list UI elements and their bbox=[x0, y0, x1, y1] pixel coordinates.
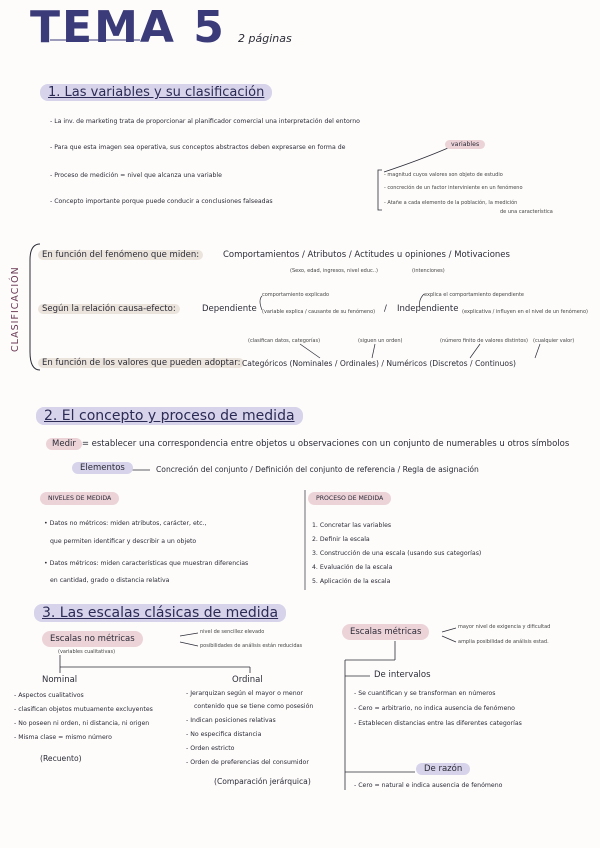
proceso-item-1: 1. Concretar las variables bbox=[312, 522, 392, 529]
metricas-note-1: mayor nivel de exigencia y dificultad bbox=[458, 624, 551, 630]
row3-note-3: (número finito de valores distintos) bbox=[440, 338, 528, 344]
niveles-item-4: en cantidad, grado o distancia relativa bbox=[50, 577, 170, 584]
section-1-heading: 1. Las variables y su clasificación bbox=[40, 84, 272, 101]
row2-note-dep-bottom: (variable explica / causante de su fenómeno) bbox=[262, 309, 376, 315]
clasificacion-side-label: CLASIFICACIÓN bbox=[10, 266, 21, 352]
niveles-item-3: • Datos métricos: miden características que muestran diferencias bbox=[44, 560, 249, 567]
sec1-bullet-4: - Concepto importante porque puede conducir a conclusiones falseadas bbox=[50, 198, 273, 205]
ordinal-item-1: - Jerarquizan según el mayor o menor bbox=[186, 690, 303, 697]
side-note-2: - concreción de un factor interviniente en un fenómeno bbox=[384, 185, 523, 191]
intervalos-item-3: - Establecen distancias entre las diferentes categorías bbox=[354, 720, 522, 727]
page-count: 2 páginas bbox=[238, 32, 292, 45]
row3-note-4: (cualquier valor) bbox=[533, 338, 575, 344]
ordinal-item-5: - Orden estricto bbox=[186, 745, 235, 752]
intervalos-title: De intervalos bbox=[374, 670, 431, 680]
variables-highlight: variables bbox=[445, 140, 485, 149]
niveles-item-1: • Datos no métricos: miden atributos, carácter, etc., bbox=[44, 520, 207, 527]
side-note-3: - Atañe a cada elemento de la población, la medición bbox=[384, 200, 518, 206]
row1-items: Comportamientos / Atributos / Actitudes u opiniones / Motivaciones bbox=[223, 250, 510, 260]
proceso-item-4: 4. Evaluación de la escala bbox=[312, 564, 393, 571]
ordinal-item-2: contenido que se tiene como posesión bbox=[194, 703, 314, 710]
ordinal-title: Ordinal bbox=[232, 675, 263, 685]
proceso-item-5: 5. Aplicación de la escala bbox=[312, 578, 391, 585]
row3-note-2: (siguen un orden) bbox=[358, 338, 403, 344]
niveles-item-2: que permiten identificar y describir a un objeto bbox=[50, 538, 197, 545]
medir-text: = establecer una correspondencia entre objetos u observaciones con un conjunto de numerables u otros símbolos bbox=[81, 439, 570, 449]
elementos-text: Concreción del conjunto / Definición del conjunto de referencia / Regla de asignación bbox=[156, 465, 479, 474]
razon-item-1: - Cero = natural e indica ausencia de fenómeno bbox=[354, 782, 503, 789]
side-note-1: - magnitud cuyos valores son objeto de estudio bbox=[384, 172, 503, 178]
razon-title: De razón bbox=[416, 763, 470, 775]
intervalos-item-1: - Se cuantifican y se transforman en números bbox=[354, 690, 496, 697]
row3-label: En función de los valores que pueden adoptar: bbox=[38, 358, 244, 368]
row1-note-1: (Sexo, edad, ingresos, nivel educ..) bbox=[290, 268, 378, 274]
no-metricas-note-1: nivel de sencillez elevado bbox=[200, 629, 265, 635]
metricas-title: Escalas métricas bbox=[342, 624, 429, 640]
proceso-item-2: 2. Definir la escala bbox=[312, 536, 370, 543]
nominal-item-4: - Misma clase = mismo número bbox=[14, 734, 112, 741]
medir-line bbox=[46, 439, 569, 449]
row2-note-indep-top: explica el comportamiento dependiente bbox=[424, 292, 524, 298]
metricas-note-2: amplia posibilidad de análisis estad. bbox=[458, 639, 549, 645]
niveles-title: NIVELES DE MEDIDA bbox=[40, 492, 119, 505]
nominal-item-1: - Aspectos cualitativos bbox=[14, 692, 84, 699]
no-metricas-note-2: posibilidades de análisis están reducidas bbox=[200, 643, 303, 649]
row2-separator: / bbox=[384, 304, 387, 314]
nominal-example: (Recuento) bbox=[40, 754, 82, 763]
row1-note-2: (intenciones) bbox=[412, 268, 445, 274]
row2-note-dep-top: comportamiento explicado bbox=[262, 292, 330, 298]
row3-note-1: (clasifican datos, categorías) bbox=[248, 338, 321, 344]
ordinal-item-3: - Indican posiciones relativas bbox=[186, 717, 276, 724]
proceso-item-3: 3. Construcción de una escala (usando sus categorías) bbox=[312, 550, 482, 557]
row2-dependiente: Dependiente bbox=[202, 304, 257, 314]
side-note-4: de una característica bbox=[500, 209, 553, 215]
sec1-bullet-3: - Proceso de medición = nivel que alcanza una variable bbox=[50, 172, 222, 179]
intervalos-item-2: - Cero = arbitrario, no indica ausencia de fenómeno bbox=[354, 705, 515, 712]
row2-items bbox=[202, 304, 257, 314]
row3-items: Categóricos (Nominales / Ordinales) / Numéricos (Discretos / Continuos) bbox=[242, 359, 516, 368]
section-2-heading: 2. El concepto y proceso de medida bbox=[36, 407, 303, 425]
elementos-label: Elementos bbox=[72, 462, 133, 474]
row2-label: Según la relación causa-efecto: bbox=[38, 304, 180, 314]
nominal-title: Nominal bbox=[42, 675, 78, 685]
ordinal-item-6: - Orden de preferencias del consumidor bbox=[186, 759, 309, 766]
page-title: TEMA 5 bbox=[30, 2, 226, 53]
proceso-title: PROCESO DE MEDIDA bbox=[308, 492, 391, 505]
sec1-bullet-1: - La inv. de marketing trata de proporcionar al planificador comercial una interpretación del entorno bbox=[50, 118, 360, 125]
nominal-item-2: - clasifican objetos mutuamente excluyentes bbox=[14, 706, 153, 713]
nominal-item-3: - No poseen ni orden, ni distancia, ni origen bbox=[14, 720, 150, 727]
sec1-bullet-2: - Para que esta imagen sea operativa, sus conceptos abstractos deben expresarse en forma de bbox=[50, 144, 346, 151]
ordinal-example: (Comparación jerárquica) bbox=[214, 777, 311, 786]
section-3-heading: 3. Las escalas clásicas de medida bbox=[34, 604, 286, 622]
row2-independiente: Independiente bbox=[397, 304, 459, 314]
no-metricas-title: Escalas no métricas bbox=[42, 631, 143, 647]
medir-label: Medir bbox=[46, 438, 82, 450]
row1-label: En función del fenómeno que miden: bbox=[38, 250, 203, 260]
row2-note-indep-bottom: (explicativa / influyen en el nivel de un fenómeno) bbox=[462, 309, 588, 315]
ordinal-item-4: - No especifica distancia bbox=[186, 731, 262, 738]
no-metricas-subtitle: (variables cualitativas) bbox=[58, 649, 116, 655]
